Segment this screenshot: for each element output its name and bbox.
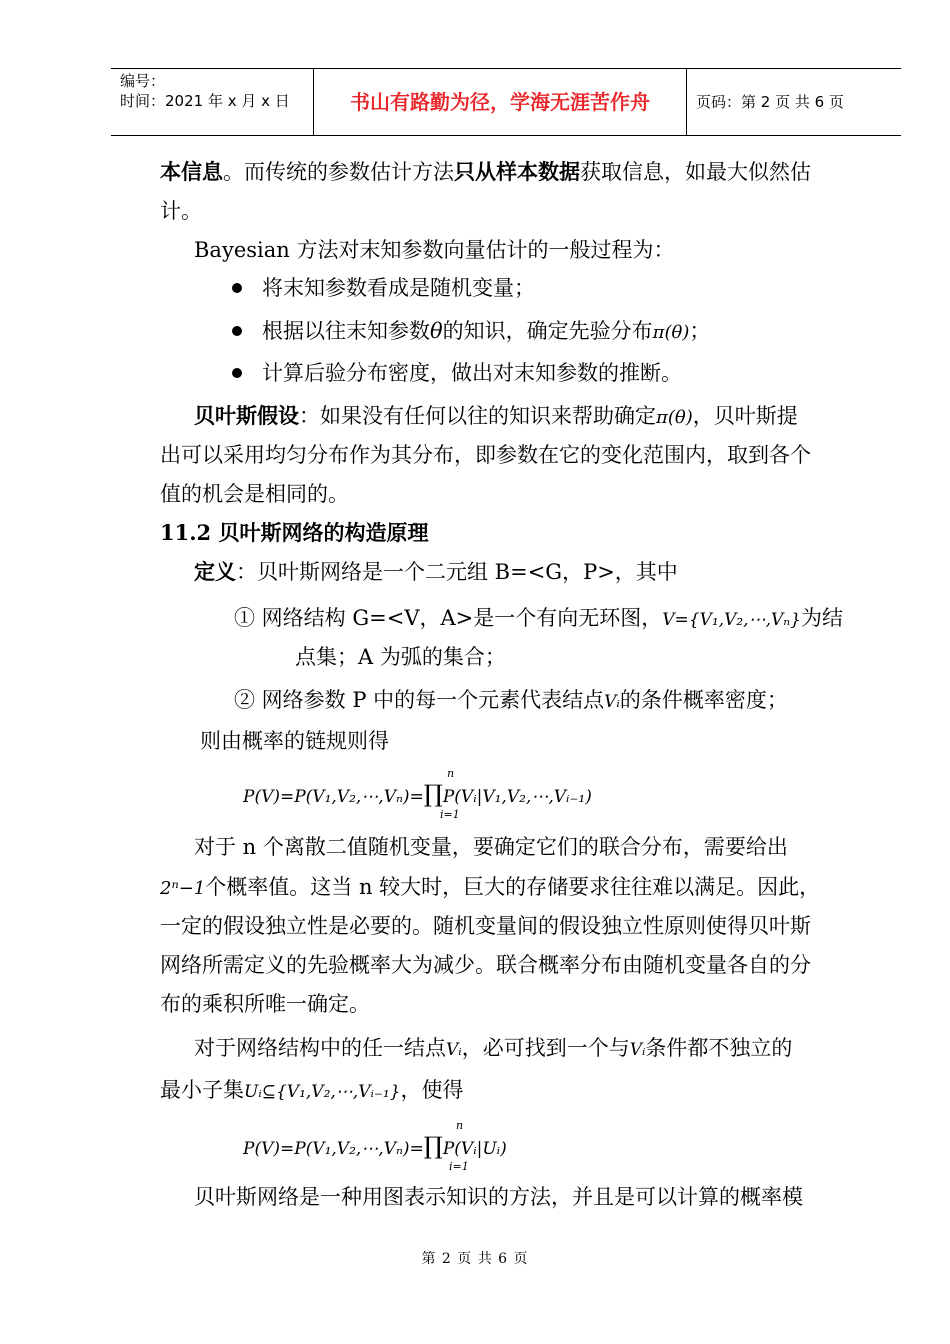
- header-time: 时间：2021 年 x 月 x 日: [120, 92, 290, 110]
- bold-text: 定义: [194, 559, 236, 584]
- subset-formula: Uᵢ⊆{V₁,V₂,⋯,Vᵢ₋₁}: [244, 1082, 401, 1102]
- header-page: 页码：第 2 页 共 6 页: [696, 93, 844, 111]
- page-header: [111, 68, 901, 136]
- text: ，使得: [400, 1078, 464, 1102]
- paragraph-3-line-1: [194, 402, 798, 432]
- text: 最小子集: [160, 1078, 244, 1102]
- page-footer: 第 2 页 共 6 页: [421, 1251, 529, 1267]
- chain-rule-intro: 则由概率的链规则得: [200, 729, 389, 753]
- paragraph-2: Bayesian 方法对末知参数向量估计的一般过程为：: [194, 238, 675, 262]
- text: 的知识，确定先验分布: [442, 319, 653, 343]
- text: 为结: [800, 606, 843, 630]
- section-heading: 11.2 贝叶斯网络的构造原理: [160, 520, 429, 545]
- header-meta: [111, 69, 314, 135]
- paragraph-1-line-1: [160, 158, 811, 186]
- definition-item-1-line-2: 点集；A 为弧的集合；: [295, 645, 506, 669]
- formula-rhs: P(Vᵢ|Uᵢ): [442, 1139, 507, 1159]
- prior-formula: π(θ): [656, 407, 693, 428]
- formula-rhs: P(Vᵢ|V₁,V₂,⋯,Vᵢ₋₁): [442, 787, 592, 807]
- text: ：贝叶斯网络是一个二元组 B=<G，P>，其中: [236, 560, 678, 584]
- product-symbol: ∏: [423, 780, 443, 808]
- product-upper-limit: n: [456, 1119, 464, 1132]
- formula-lhs: P(V)=P(V₁,V₂,⋯,Vₙ)=: [243, 1139, 424, 1159]
- header-number: 编号：: [120, 72, 166, 90]
- text: 个概率值。这当 n 较大时，巨大的存储要求往往难以满足。因此，: [205, 875, 821, 899]
- paragraph-3-line-2: 出可以采用均匀分布作为其分布，即参数在它的变化范围内，取到各个: [160, 443, 811, 467]
- paragraph-4-line-2: [160, 873, 820, 903]
- text: 。而传统的参数估计方法: [223, 160, 454, 184]
- node-symbol: Vᵢ: [604, 692, 620, 712]
- definition-item-2: [234, 686, 788, 716]
- text: 获取信息，如最大似然估: [580, 160, 811, 184]
- bullet-item-1: 将末知参数看成是随机变量；: [262, 276, 535, 300]
- text: ，必可找到一个与: [461, 1036, 630, 1060]
- paragraph-5-line-1: [194, 1034, 792, 1064]
- paragraph-6: 贝叶斯网络是一种用图表示知识的方法，并且是可以计算的概率模: [194, 1185, 803, 1209]
- paragraph-4-line-3: 一定的假设独立性是必要的。随机变量间的假设独立性原则使得贝叶斯: [160, 914, 811, 938]
- text: 的条件概率密度；: [619, 688, 788, 712]
- text: ① 网络结构 G=<V，A>是一个有向无环图，: [234, 606, 663, 630]
- text: 条件都不独立的: [645, 1036, 793, 1060]
- definition-item-1: [234, 604, 843, 634]
- count-formula: 2ⁿ−1: [160, 878, 206, 899]
- text: 对于网络结构中的任一结点: [194, 1036, 446, 1060]
- text: ② 网络参数 P 中的每一个元素代表结点: [234, 688, 605, 712]
- theta-symbol: θ: [430, 319, 443, 343]
- text: ；: [689, 319, 711, 343]
- paragraph-4-line-4: 网络所需定义的先验概率大为减少。联合概率分布由随机变量各自的分: [160, 953, 811, 977]
- bold-text: 本信息: [160, 159, 223, 184]
- definition-line: [194, 558, 678, 586]
- paragraph-1-line-2: 计。: [160, 199, 202, 223]
- paragraph-4-line-5: 布的乘积所唯一确定。: [160, 992, 370, 1016]
- node-set-formula: V={V₁,V₂,⋯,Vₙ}: [662, 610, 801, 630]
- product-symbol: ∏: [423, 1132, 443, 1160]
- product-upper-limit: n: [447, 767, 455, 780]
- bullet-item-2: [262, 317, 710, 347]
- product-lower-limit: i=1: [440, 808, 460, 821]
- node-symbol: Vᵢ: [446, 1040, 462, 1060]
- factorization-formula: [243, 1132, 507, 1160]
- prior-formula: π(θ): [652, 322, 690, 343]
- product-lower-limit: i=1: [449, 1160, 469, 1173]
- text: ，贝叶斯提: [692, 404, 798, 428]
- bullet-dot: [232, 368, 242, 378]
- formula-lhs: P(V)=P(V₁,V₂,⋯,Vₙ)=: [243, 787, 424, 807]
- chain-rule-formula: [243, 780, 592, 808]
- paragraph-4-line-1: 对于 n 个离散二值随机变量，要确定它们的联合分布，需要给出: [194, 835, 788, 859]
- header-motto: 书山有路勤为径，学海无涯苦作舟: [314, 69, 687, 135]
- bullet-dot: [232, 326, 242, 336]
- node-symbol: Vᵢ: [629, 1040, 646, 1060]
- bullet-dot: [232, 283, 242, 293]
- paragraph-3-line-3: 值的机会是相同的。: [160, 482, 349, 506]
- text: ：如果没有任何以往的知识来帮助确定: [299, 404, 656, 428]
- bold-text: 只从样本数据: [454, 159, 580, 184]
- bold-text: 贝叶斯假设: [194, 403, 299, 428]
- bullet-item-3: 计算后验分布密度，做出对末知参数的推断。: [262, 361, 682, 385]
- paragraph-5-line-2: [160, 1076, 464, 1106]
- text: 根据以往末知参数: [262, 319, 430, 343]
